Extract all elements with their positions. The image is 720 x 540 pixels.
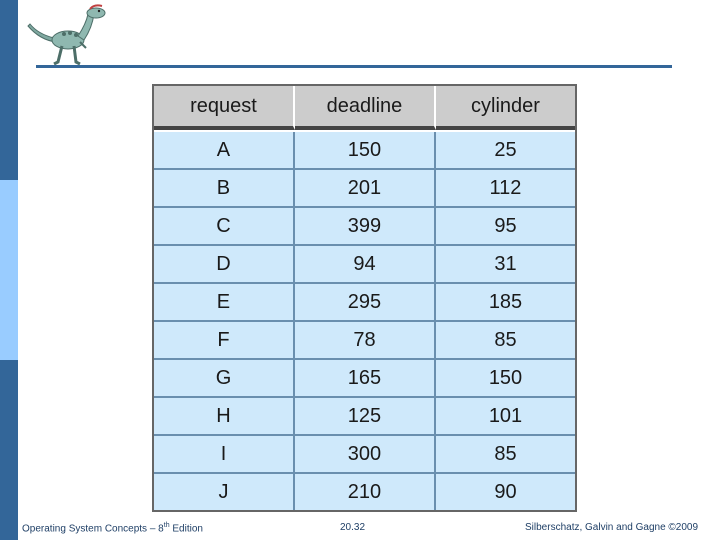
footer-title-prefix: Operating System Concepts – 8 — [22, 523, 164, 535]
cylinder-cell: 90 — [436, 474, 575, 510]
request-cell: I — [154, 436, 295, 474]
deadline-cell: 165 — [295, 360, 436, 398]
table-row — [154, 360, 575, 398]
disk-request-table — [152, 84, 577, 512]
table-row — [154, 436, 575, 474]
footer-book-title — [22, 522, 203, 534]
header-rule — [36, 65, 672, 68]
cylinder-cell: 185 — [436, 284, 575, 322]
column-header-deadline: deadline — [295, 86, 436, 130]
table-row — [154, 474, 575, 510]
table-row — [154, 208, 575, 246]
table-row — [154, 132, 575, 170]
accent-bar-middle-segment — [0, 180, 18, 360]
request-cell: E — [154, 284, 295, 322]
footer-title-suffix: Edition — [169, 523, 203, 535]
deadline-cell: 78 — [295, 322, 436, 360]
cylinder-cell: 25 — [436, 132, 575, 170]
table-row — [154, 284, 575, 322]
table-row — [154, 398, 575, 436]
table-row — [154, 322, 575, 360]
deadline-cell: 295 — [295, 284, 436, 322]
dinosaur-icon — [24, 4, 114, 68]
table-row — [154, 170, 575, 208]
footer-title-superscript: th — [163, 522, 170, 529]
deadline-cell: 150 — [295, 132, 436, 170]
deadline-cell: 210 — [295, 474, 436, 510]
deadline-cell: 201 — [295, 170, 436, 208]
cylinder-cell: 101 — [436, 398, 575, 436]
request-cell: G — [154, 360, 295, 398]
request-cell: H — [154, 398, 295, 436]
accent-bar-top-segment — [0, 0, 18, 180]
request-cell: F — [154, 322, 295, 360]
footer-copyright: Silberschatz, Galvin and Gagne ©2009 — [525, 522, 699, 533]
deadline-cell: 94 — [295, 246, 436, 284]
footer-page-number: 20.32 — [340, 522, 366, 533]
table-header-row — [154, 86, 575, 130]
deadline-cell: 300 — [295, 436, 436, 474]
accent-bar-bottom-segment — [0, 360, 18, 540]
cylinder-cell: 112 — [436, 170, 575, 208]
request-cell: A — [154, 132, 295, 170]
request-cell: B — [154, 170, 295, 208]
left-accent-bar — [0, 0, 18, 540]
cylinder-cell: 85 — [436, 436, 575, 474]
request-cell: J — [154, 474, 295, 510]
cylinder-cell: 150 — [436, 360, 575, 398]
request-cell: D — [154, 246, 295, 284]
column-header-request: request — [154, 86, 295, 130]
deadline-cell: 399 — [295, 208, 436, 246]
deadline-cell: 125 — [295, 398, 436, 436]
request-cell: C — [154, 208, 295, 246]
cylinder-cell: 31 — [436, 246, 575, 284]
cylinder-cell: 85 — [436, 322, 575, 360]
column-header-cylinder: cylinder — [436, 86, 575, 130]
cylinder-cell: 95 — [436, 208, 575, 246]
table-row — [154, 246, 575, 284]
